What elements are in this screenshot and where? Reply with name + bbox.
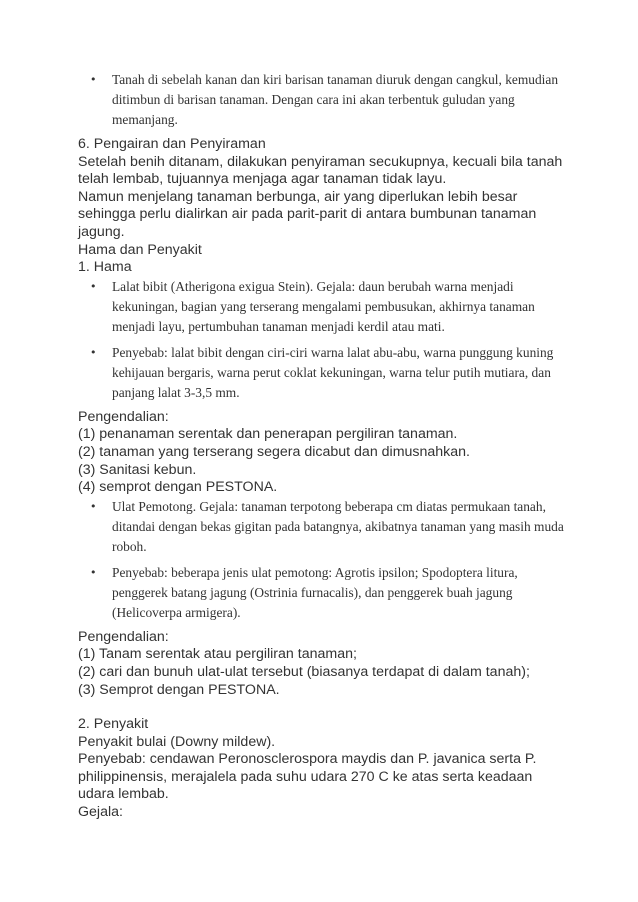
pengendalian-item: (3) Semprot dengan PESTONA. <box>78 681 280 698</box>
bullet-icon: • <box>90 565 97 579</box>
subheading-penyakit: 2. Penyakit <box>78 716 149 733</box>
pengendalian-item: (3) Sanitasi kebun. <box>78 461 197 478</box>
section-heading-hama-penyakit: Hama dan Penyakit <box>78 241 202 258</box>
bullet-list-ulat-pemotong <box>78 497 568 623</box>
pengendalian-item: (4) semprot dengan PESTONA. <box>78 479 278 496</box>
pengendalian-item: (1) penanaman serentak dan penerapan pergiliran tanaman. <box>78 426 458 443</box>
bullet-list-lalat-bibit <box>78 277 568 403</box>
list-item <box>90 343 568 403</box>
list-item <box>90 563 568 623</box>
pengendalian-item: (2) cari dan bunuh ulat-ulat tersebut (biasanya terdapat di dalam tanah); <box>78 663 530 680</box>
bullet-list-guludan <box>78 70 568 130</box>
paragraph-gejala: Gejala: <box>78 804 123 821</box>
list-item-text: Penyebab: beberapa jenis ulat pemotong: Agrotis ipsilon; Spodoptera litura, penggerek batang jagung (Ostrinia furnacalis), dan penggerek buah jagung (Helicoverpa armigera). <box>112 564 518 620</box>
bullet-icon: • <box>90 73 97 86</box>
bullet-icon: • <box>90 499 97 513</box>
section-heading-pengairan: 6. Pengairan dan Penyiraman <box>78 136 266 152</box>
pengendalian-heading: Pengendalian: <box>78 628 169 645</box>
paragraph-penyakit-bulai: Penyakit bulai (Downy mildew). <box>78 733 276 750</box>
subheading-hama: 1. Hama <box>78 259 132 276</box>
list-item <box>90 70 568 130</box>
bullet-icon: • <box>90 345 97 359</box>
list-item <box>90 497 568 557</box>
document-page <box>78 70 568 822</box>
pengendalian-item: (2) tanaman yang terserang segera dicabut dan dimusnahkan. <box>78 443 470 460</box>
pengendalian-item: (1) Tanam serentak atau pergiliran tanaman; <box>78 646 357 663</box>
list-item-text: Penyebab: lalat bibit dengan ciri-ciri warna lalat abu-abu, warna punggung kuning kehijauan bergaris, warna perut coklat kekuningan, warna telur putih mutiara, dan panjang lalat 3-3,5 mm. <box>112 344 554 400</box>
list-item <box>90 277 568 337</box>
paragraph-penyebab: Penyebab: cendawan Peronosclerospora maydis dan P. javanica serta P. philippinensis, merajalela pada suhu udara 270 C ke atas serta keadaan udara lembab. <box>78 751 537 803</box>
list-item-text: Lalat bibit (Atherigona exigua Stein). Gejala: daun berubah warna menjadi kekuningan, bagian yang terserang mengalami pembusukan, akhirnya tanaman menjadi layu, pertumbuhan tanaman menjadi kerdil atau mati. <box>112 278 535 334</box>
paragraph-menjelang-berbunga: Namun menjelang tanaman berbunga, air yang diperlukan lebih besar sehingga perlu dialirkan air pada parit-parit di antara bumbunan tanaman jagung. <box>78 188 537 240</box>
pengendalian-heading: Pengendalian: <box>78 408 169 425</box>
list-item-text: Tanah di sebelah kanan dan kiri barisan tanaman diuruk dengan cangkul, kemudian ditimbun di barisan tanaman. Dengan cara ini akan terbentuk guludan yang memanjang. <box>112 72 559 127</box>
list-item-text: Ulat Pemotong. Gejala: tanaman terpotong beberapa cm diatas permukaan tanah, ditandai dengan bekas gigitan pada batangnya, akibatnya tanaman yang masih muda roboh. <box>112 498 564 554</box>
blank-line <box>78 699 568 716</box>
paragraph-penyiraman: Setelah benih ditanam, dilakukan penyiraman secukupnya, kecuali bila tanah telah lembab, tujuannya menjaga agar tanaman tidak layu. <box>78 153 563 188</box>
bullet-icon: • <box>90 279 97 293</box>
